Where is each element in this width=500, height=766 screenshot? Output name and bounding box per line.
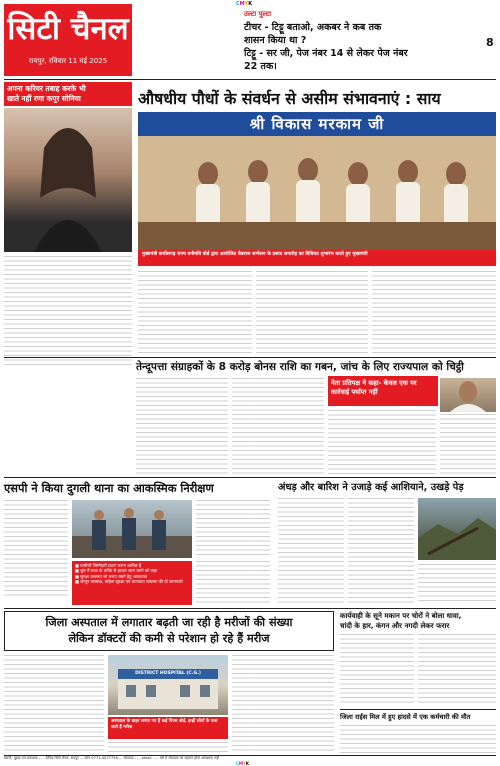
theft-body-1 — [340, 634, 414, 706]
storm-body-1 — [278, 498, 344, 604]
lead-caption: मुख्यमंत्री छत्तीसगढ़ राज्य वनौषधि बोर्ड द्वारा आयोजित वैद्यराज सम्मेलन के प्रसाद समारोह का विधिवत शुभारंभ करते हुए मुख्यमंत्री — [138, 250, 496, 266]
left-headline-2: खाते नहीं रणा कपूर सोनिया — [7, 94, 81, 103]
rice-mill-body — [340, 725, 496, 753]
theft-body-2 — [418, 634, 496, 706]
left-headline-1: अपना करियर तबाह करके भी — [7, 84, 86, 93]
divider-story-two — [4, 357, 496, 358]
sp-bullet-2: ■ शुरु में सजा के तरीके से हटकर काम करने को कहा — [75, 568, 158, 574]
lead-body-left — [138, 271, 252, 355]
hospital-headline-box — [4, 611, 334, 651]
joke-tag: उल्टा पुल्टा — [244, 10, 272, 18]
sp-bullet-1: ■ ग्रामीणों जिम्मेदारी प्रदान करना शामिल हैं — [75, 563, 142, 568]
divider-story-three — [4, 477, 496, 478]
hospital-body-1 — [4, 655, 104, 753]
lead-body-mid — [256, 271, 368, 355]
masthead-right — [244, 10, 480, 74]
masthead-divider — [4, 79, 496, 80]
joke-line-3: टिट्टू - सर जी, पेज नंबर 14 से लेकर पेज नंबर — [244, 48, 408, 59]
hospital-headline-2: लेकिन डॉक्टरों की कमी से परेशान हो रहे हैं मरीज — [68, 632, 270, 645]
masthead-left — [4, 4, 132, 76]
brand-title: सिटी चैनल — [7, 11, 129, 47]
actress-photo — [4, 108, 132, 252]
theft-headline-1: कार्यवाही के सूने मकान पर चोरों ने बोला धावा, — [340, 611, 462, 620]
hospital-body-2 — [232, 655, 334, 753]
joke-line-2: शासन किया था ? — [244, 35, 307, 46]
hospital-sign: DISTRICT HOSPITAL (C.G.) — [135, 671, 201, 676]
cmyk-marker-top: CMYK — [236, 1, 253, 7]
sp-body-3 — [196, 561, 270, 605]
sp-bullet-4: ■ कानून व्यवस्था, महिला सुरक्षा एवं यातायात व्यवस्था की दी जानकारी — [75, 579, 183, 585]
cmyk-marker-bottom: CMYK — [236, 761, 249, 766]
storm-headline: अंधड़ और बारिश ने उजाड़े कई आशियाने, उखड़े पेड़ — [278, 482, 464, 493]
divider-story-five — [4, 608, 496, 609]
storm-body-3 — [418, 564, 496, 604]
date-line: रायपुर, रविवार 11 मई 2025 — [28, 57, 108, 65]
tendu-headline: तेन्दूपत्ता संग्राहकों के 8 करोड़ बोनस राशि का गबन, जांच के लिए राज्यपाल को चिट्ठी — [136, 361, 464, 373]
tendu-box: नेता प्रतिपक्ष ने कहा- केवल एक पर कार्रवाई पर्याप्त नहीं — [328, 376, 438, 406]
banner-text: श्री विकास मरकाम जी — [249, 115, 385, 133]
tendu-body-3 — [328, 410, 436, 474]
storm-photo — [418, 498, 496, 560]
tendu-body-1 — [136, 378, 228, 474]
page-number: 8 — [486, 36, 494, 49]
hospital-body-3 — [108, 742, 228, 753]
joke-line-1: टीचर - टिट्टू बताओ, अकबर ने कब तक — [244, 22, 382, 33]
sp-bullet-3: ■ सुरक्षा व्यवस्था को बनाए रखने हेतु आवश्यक — [75, 573, 147, 579]
hospital-headline-1: जिला अस्पताल में लगातार बढ़ती जा रही है मरीजों की संख्या — [45, 616, 293, 629]
sp-photo — [72, 500, 192, 558]
sp-bullets — [72, 561, 192, 605]
lead-body-right — [372, 271, 496, 355]
rice-mill-headline: जिला राईस मिल में हुए हादसे में एक कर्मचारी की मौत — [340, 713, 471, 721]
theft-headline-2: चांदी के हार, कंगन और नगदी लेकर फरार — [340, 621, 450, 630]
hospital-photo — [108, 655, 228, 715]
sp-body-1 — [4, 500, 68, 596]
lead-photo — [138, 112, 496, 266]
storm-body-2 — [348, 498, 414, 604]
tendu-body-4 — [440, 414, 496, 474]
footer-text: स्वामी, मुद्रक एवं प्रकाशक : ... दैनिक सिटी चैनल, रायपुर ... फोन 0771-4077758 ... संपादक : ... email : ... बारे में संपादक का सहमत होना आवश्यक नहीं — [4, 756, 220, 760]
sp-headline: एसपी ने किया दुगली थाना का आकस्मिक निरीक्षण — [4, 481, 214, 495]
tendu-body-2 — [232, 378, 324, 474]
hospital-caption: अस्पताल के बाहर लगाए गए हैं कई नियम बोर्ड, इन्हीं लोगों के पास जाते हैं मरीज — [108, 717, 228, 739]
left-body-text — [4, 256, 132, 368]
sp-body-2 — [196, 500, 270, 558]
divider-story-seven — [340, 709, 496, 710]
lead-headline: औषधीय पौधों के संवर्धन से असीम संभावनाएं : साय — [138, 89, 441, 108]
joke-line-4: 22 तक। — [244, 61, 277, 72]
left-feature — [4, 82, 132, 354]
theft-headline — [340, 611, 496, 631]
leader-photo — [440, 378, 496, 412]
